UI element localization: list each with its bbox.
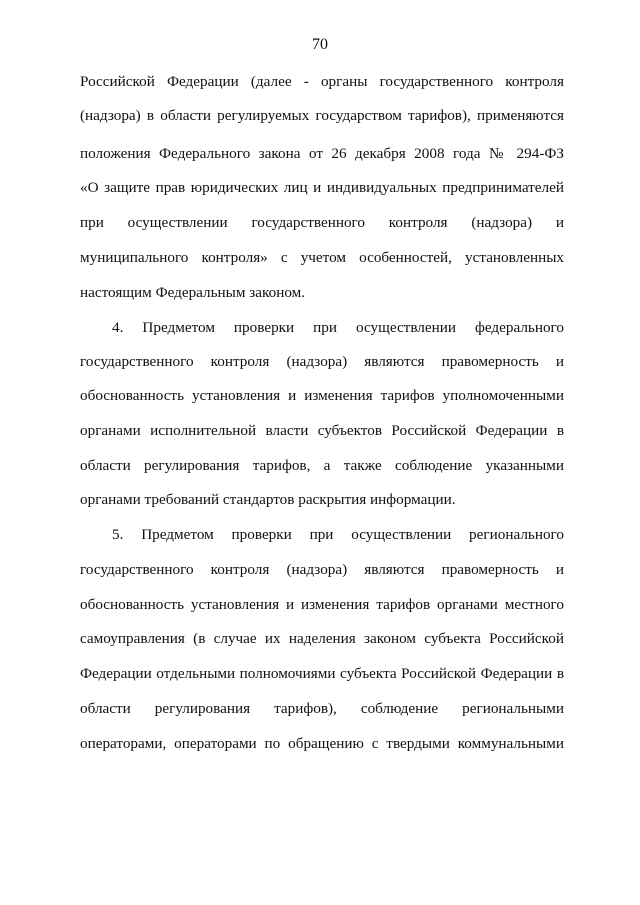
text-line: «О защите прав юридических лиц и индивидуальных предпринимателей <box>80 179 564 196</box>
text-line: настоящим Федеральным законом. <box>80 284 306 301</box>
text-line: органами исполнительной власти субъектов Российской Федерации в <box>80 422 564 439</box>
page-number: 70 <box>312 36 328 53</box>
text-line: положения Федерального закона от 26 декабря 2008 года № 294-ФЗ <box>80 145 564 162</box>
text-line: самоуправления (в случае их наделения законом субъекта Российской <box>80 630 564 647</box>
text-line: (надзора) в области регулируемых государством тарифов), применяются <box>80 107 564 124</box>
text-line: органами требований стандартов раскрытия информации. <box>80 491 456 508</box>
paragraph-4-start: 4. Предметом проверки при осуществлении федерального <box>112 319 564 336</box>
text-line: государственного контроля (надзора) являются правомерность и <box>80 353 564 370</box>
text-line: области регулирования тарифов, а также соблюдение указанными <box>80 457 564 474</box>
text-line: области регулирования тарифов), соблюдение региональными <box>80 700 564 717</box>
text-line: при осуществлении государственного контроля (надзора) и <box>80 214 564 231</box>
text-line: обоснованность установления и изменения тарифов уполномоченными <box>80 387 564 404</box>
paragraph-5-start: 5. Предметом проверки при осуществлении регионального <box>112 526 564 543</box>
text-line: Федерации отдельными полномочиями субъекта Российской Федерации в <box>80 665 564 682</box>
text-line: муниципального контроля» с учетом особенностей, установленных <box>80 249 564 266</box>
text-line: обоснованность установления и изменения тарифов органами местного <box>80 596 564 613</box>
text-line: государственного контроля (надзора) являются правомерность и <box>80 561 564 578</box>
text-line: операторами, операторами по обращению с твердыми коммунальными <box>80 735 564 752</box>
text-line: Российской Федерации (далее - органы государственного контроля <box>80 73 564 90</box>
